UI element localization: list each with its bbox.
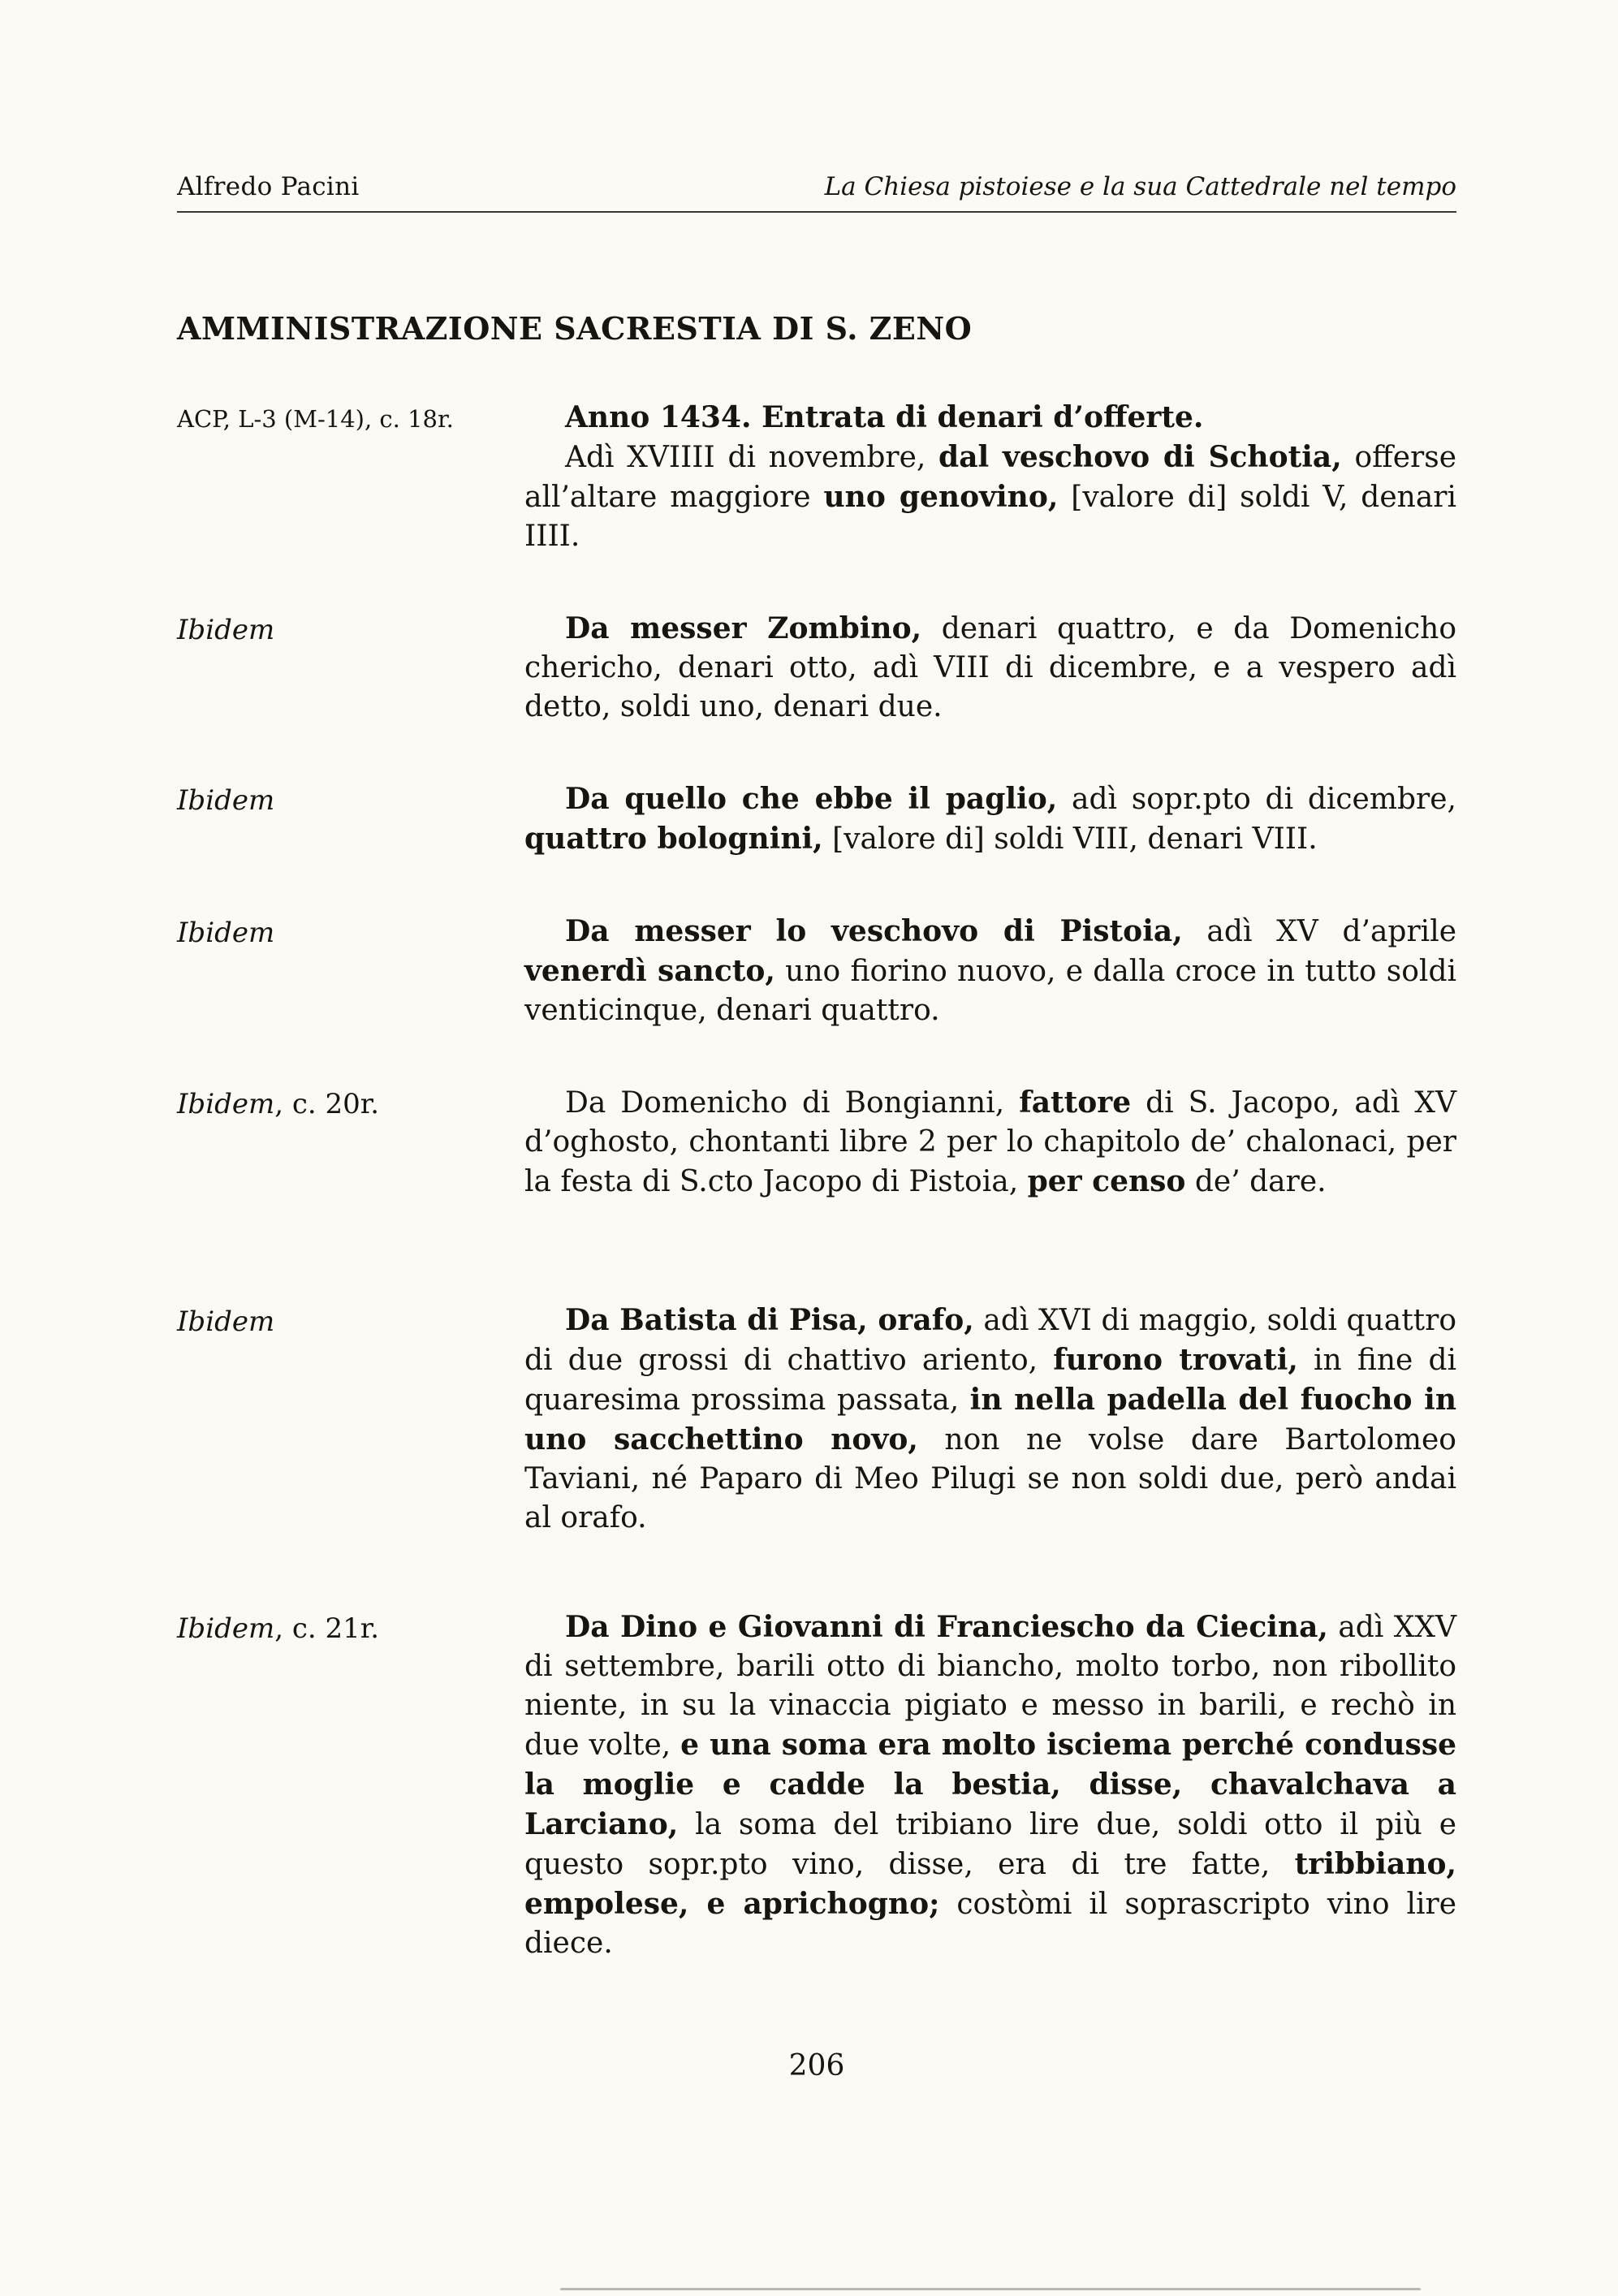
source-label: ACP, L-3 (M-14), c. 18r. (177, 404, 454, 433)
source-label: Ibidem (177, 613, 275, 646)
entry-paragraph: Da messer Zombino, denari quattro, e da Domenicho chericho, denari otto, adì VIII di dicembre, e a vespero adì detto, soldi uno, denari due. (524, 611, 1457, 723)
page-number: 206 (788, 2049, 845, 2082)
entry-paragraph: Adì XVIIII di novembre, dal veschovo di Schotia, offerse all’altare maggiore uno genovino, [valore di] soldi V, denari IIII. (524, 439, 1457, 553)
entry-body (524, 1083, 1456, 1202)
entry (177, 1608, 1456, 1963)
source-label: Ibidem (177, 783, 275, 817)
page-content (177, 0, 1456, 2016)
entry (177, 1301, 1456, 1538)
entry-paragraph: Anno 1434. Entrata di denari d’offerte. (565, 399, 1204, 434)
entry-body (524, 912, 1456, 1030)
scan-artifact-line (560, 2288, 1421, 2290)
entry-body (524, 1608, 1456, 1963)
entry (177, 398, 1456, 556)
source-label: Ibidem, c. 21r. (177, 1612, 380, 1645)
entry-paragraph: Da messer lo veschovo di Pistoia, adì XV d’aprile venerdì sancto, uno fiorino nuovo, e dalla croce in tutto soldi venticinque, denari quattro. (524, 913, 1457, 1027)
entry-paragraph: Da Domenicho di Bongianni, fattore di S. Jacopo, adì XV d’oghosto, chontanti libre 2 per lo chapitolo de’ chalonaci, per la festa di S.cto Jacopo di Pistoia, per censo de’ dare. (524, 1085, 1457, 1198)
entry-paragraph: Da Batista di Pisa, orafo, adì XVI di maggio, soldi quattro di due grossi di chattivo ariento, furono trovati, in fine di quaresima prossima passata, in nella padella del fuocho in uno sacchettino novo, non ne volse dare Bartolomeo Taviani, né Paparo di Meo Pilugi se non soldi due, però andai al orafo. (524, 1302, 1457, 1534)
entry (177, 609, 1456, 727)
page-header (177, 0, 1456, 213)
entries-list (177, 398, 1456, 1963)
source-label: Ibidem (177, 1305, 275, 1338)
entry-body (524, 1301, 1456, 1538)
entry (177, 779, 1456, 859)
source-label: Ibidem (177, 916, 275, 949)
entry (177, 1083, 1456, 1202)
entry-body (524, 609, 1456, 727)
entry-body (524, 398, 1456, 556)
entry (177, 912, 1456, 1030)
entry-paragraph: Da Dino e Giovanni di Franciescho da Ciecina, adì XXV di settembre, barili otto di biancho, molto torbo, non ribollito niente, in su la vinaccia pigiato e messo in barili, e rechò in due volte, e una soma era molto isciema perché condusse la moglie e cadde la bestia, disse, chavalchava a Larciano, la soma del tribiano lire due, soldi otto il più e questo sopr.pto vino, disse, era di tre fatte, tribbiano, empolese, e aprichogno; costòmi il soprascripto vino lire diece. (524, 1609, 1457, 1960)
section-title: AMMINISTRAZIONE SACRESTIA DI S. ZENO (177, 310, 973, 347)
entry-paragraph: Da quello che ebbe il paglio, adì sopr.pto di dicembre, quattro bolognini, [valore di] soldi VIII, denari VIII. (524, 781, 1457, 856)
entry-body (524, 779, 1456, 859)
header-book-title: La Chiesa pistoiese e la sua Cattedrale nel tempo (824, 172, 1456, 201)
source-label: Ibidem, c. 20r. (177, 1087, 380, 1120)
header-author: Alfredo Pacini (177, 172, 360, 201)
